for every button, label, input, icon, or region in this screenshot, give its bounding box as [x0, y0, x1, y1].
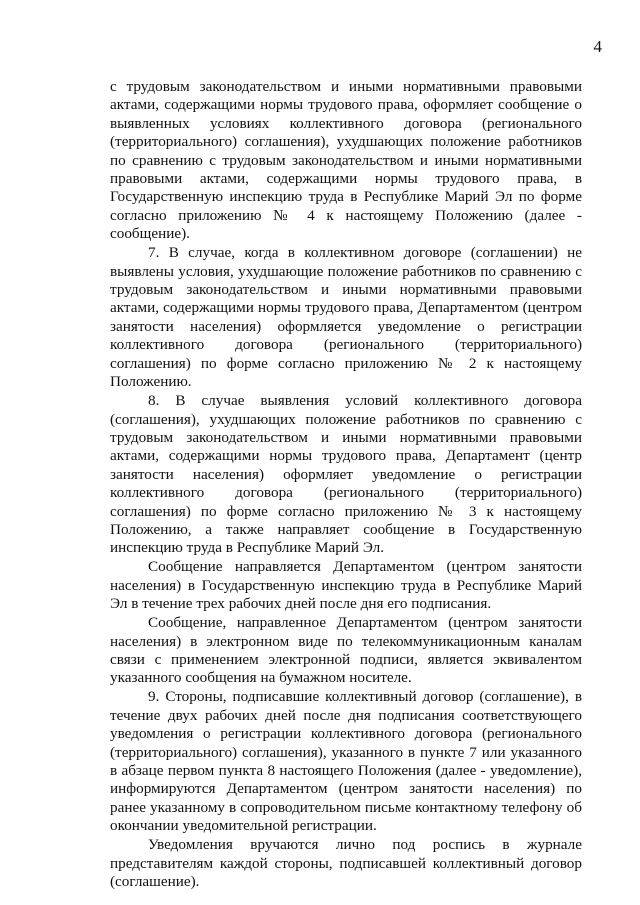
paragraph-message-sending: Сообщение направляется Департаментом (центром занятости населения) в Государственную инспекцию труда в Республике Марий Эл в течение трех рабочих дней после дня его подписания. — [110, 558, 582, 613]
paragraph-item-7: 7. В случае, когда в коллективном договоре (соглашении) не выявлены условия, ухудшающие положение работников по сравнению с трудовым законодательством и иными нормативными правовыми актами, содержащими нормы трудового права, Департаментом (центром занятости населения) оформляется уведомление о регистрации коллективного договора (регионального (территориального) соглашения) по форме согласно приложению № 2 к настоящему Положению. — [110, 244, 582, 391]
paragraph-item-8: 8. В случае выявления условий коллективного договора (соглашения), ухудшающих положение работников по сравнению с трудовым законодательством и иными нормативными правовыми актами, содержащими нормы трудового права, Департамент (центр занятости населения) оформляет уведомление о регистрации коллективного договора (регионального (территориального) соглашения) по форме согласно приложению № 3 к настоящему Положению, а также направляет сообщение в Государственную инспекцию труда в Республике Марий Эл. — [110, 392, 582, 557]
page-number: 4 — [593, 37, 602, 56]
paragraph-electronic-message: Сообщение, направленное Департаментом (центром занятости населения) в электронном виде по телекоммуникационным каналам связи с применением электронной подписи, является эквивалентом указанного сообщения на бумажном носителе. — [110, 614, 582, 687]
document-body — [110, 78, 582, 892]
paragraph-notifications-delivery: Уведомления вручаются лично под роспись в журнале представителям каждой стороны, подписавшей коллективный договор (соглашение). — [110, 836, 582, 891]
paragraph-item-9: 9. Стороны, подписавшие коллективный договор (соглашение), в течение двух рабочих дней после дня подписания соответствующего уведомления о регистрации коллективного договора (регионального (территориального) соглашения), указанного в пункте 7 или указанного в абзаце первом пункта 8 настоящего Положения (далее - уведомление), информируются Департаментом (центром занятости населения) по ранее указанному в сопроводительном письме контактному телефону об окончании уведомительной регистрации. — [110, 688, 582, 835]
paragraph-continuation: с трудовым законодательством и иными нормативными правовыми актами, содержащими нормы трудового права, оформляет сообщение о выявленных условиях коллективного договора (регионального (территориального) соглашения), ухудшающих положение работников по сравнению с трудовым законодательством и иными нормативными правовыми актами, содержащими нормы трудового права, в Государственную инспекцию труда в Республике Марий Эл по форме согласно приложению № 4 к настоящему Положению (далее - сообщение). — [110, 78, 582, 243]
